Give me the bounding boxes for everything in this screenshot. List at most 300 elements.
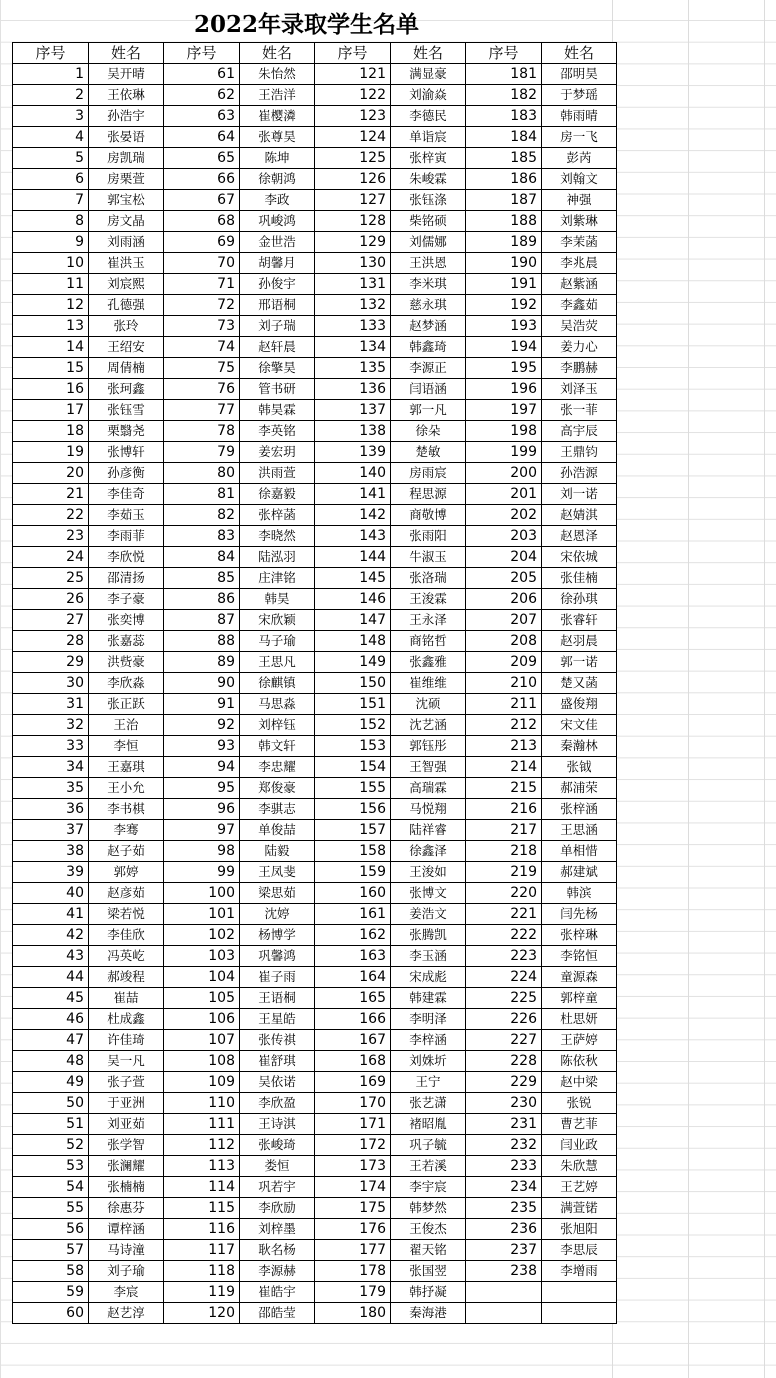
serial-number-cell[interactable]: 201 — [466, 484, 542, 505]
student-name-cell[interactable]: 李英铭 — [240, 421, 315, 442]
student-name-cell[interactable]: 闫先杨 — [542, 904, 617, 925]
serial-number-cell[interactable]: 235 — [466, 1198, 542, 1219]
serial-number-cell[interactable]: 95 — [164, 778, 240, 799]
student-name-cell[interactable]: 崔维维 — [391, 673, 466, 694]
student-name-cell[interactable]: 王永泽 — [391, 610, 466, 631]
student-name-cell[interactable]: 王星皓 — [240, 1009, 315, 1030]
serial-number-cell[interactable]: 157 — [315, 820, 391, 841]
serial-number-cell[interactable]: 142 — [315, 505, 391, 526]
student-name-cell[interactable]: 李佳奇 — [89, 484, 164, 505]
student-name-cell[interactable]: 李宇宸 — [391, 1177, 466, 1198]
student-name-cell[interactable]: 李源赫 — [240, 1261, 315, 1282]
serial-number-cell[interactable]: 68 — [164, 211, 240, 232]
student-name-cell[interactable]: 郝浦荣 — [542, 778, 617, 799]
student-name-cell[interactable]: 刘亚茹 — [89, 1114, 164, 1135]
student-name-cell[interactable]: 张玲 — [89, 316, 164, 337]
serial-number-cell[interactable]: 160 — [315, 883, 391, 904]
student-name-cell[interactable]: 崔舒琪 — [240, 1051, 315, 1072]
student-name-cell[interactable]: 张睿轩 — [542, 610, 617, 631]
student-name-cell[interactable]: 吴开晴 — [89, 64, 164, 85]
serial-number-cell[interactable]: 161 — [315, 904, 391, 925]
student-name-cell[interactable]: 管书研 — [240, 379, 315, 400]
student-name-cell[interactable]: 郭宝松 — [89, 190, 164, 211]
serial-number-cell[interactable]: 27 — [13, 610, 89, 631]
serial-number-cell[interactable]: 221 — [466, 904, 542, 925]
student-name-cell[interactable]: 张奕博 — [89, 610, 164, 631]
serial-number-cell[interactable]: 53 — [13, 1156, 89, 1177]
student-name-cell[interactable]: 王依琳 — [89, 85, 164, 106]
serial-number-cell[interactable]: 127 — [315, 190, 391, 211]
student-name-cell[interactable]: 徐朵 — [391, 421, 466, 442]
student-name-cell[interactable]: 徐嘉毅 — [240, 484, 315, 505]
student-name-cell[interactable]: 杨博学 — [240, 925, 315, 946]
student-name-cell[interactable]: 房雨宸 — [391, 463, 466, 484]
serial-number-cell[interactable]: 10 — [13, 253, 89, 274]
serial-number-cell[interactable]: 38 — [13, 841, 89, 862]
student-name-cell[interactable]: 杜成鑫 — [89, 1009, 164, 1030]
student-name-cell[interactable]: 李恒 — [89, 736, 164, 757]
serial-number-cell[interactable]: 206 — [466, 589, 542, 610]
student-name-cell[interactable]: 张尊昊 — [240, 127, 315, 148]
student-name-cell[interactable]: 韩昊 — [240, 589, 315, 610]
serial-number-cell[interactable]: 16 — [13, 379, 89, 400]
serial-number-cell[interactable]: 79 — [164, 442, 240, 463]
student-name-cell[interactable]: 童源森 — [542, 967, 617, 988]
serial-number-cell[interactable]: 232 — [466, 1135, 542, 1156]
serial-number-cell[interactable]: 151 — [315, 694, 391, 715]
student-name-cell[interactable]: 梁思茹 — [240, 883, 315, 904]
student-name-cell[interactable]: 张楠楠 — [89, 1177, 164, 1198]
serial-number-cell[interactable]: 70 — [164, 253, 240, 274]
student-name-cell[interactable]: 刘子瑜 — [89, 1261, 164, 1282]
serial-number-cell[interactable]: 74 — [164, 337, 240, 358]
student-name-cell[interactable]: 李鑫茹 — [542, 295, 617, 316]
serial-number-cell[interactable]: 177 — [315, 1240, 391, 1261]
serial-number-cell[interactable]: 191 — [466, 274, 542, 295]
serial-number-cell[interactable]: 103 — [164, 946, 240, 967]
student-name-cell[interactable]: 秦海港 — [391, 1303, 466, 1324]
serial-number-cell[interactable]: 56 — [13, 1219, 89, 1240]
student-name-cell[interactable]: 王宁 — [391, 1072, 466, 1093]
student-name-cell[interactable]: 房栗萱 — [89, 169, 164, 190]
serial-number-cell[interactable]: 111 — [164, 1114, 240, 1135]
student-name-cell[interactable]: 单俊喆 — [240, 820, 315, 841]
student-name-cell[interactable]: 周倩楠 — [89, 358, 164, 379]
student-name-cell[interactable]: 巩峻鸿 — [240, 211, 315, 232]
serial-number-cell[interactable]: 143 — [315, 526, 391, 547]
serial-number-cell[interactable]: 81 — [164, 484, 240, 505]
serial-number-cell[interactable]: 141 — [315, 484, 391, 505]
student-name-cell[interactable]: 娄恒 — [240, 1156, 315, 1177]
serial-number-cell[interactable]: 182 — [466, 85, 542, 106]
student-name-cell[interactable]: 张学智 — [89, 1135, 164, 1156]
serial-number-cell[interactable]: 92 — [164, 715, 240, 736]
serial-number-cell[interactable]: 98 — [164, 841, 240, 862]
student-name-cell[interactable]: 马思淼 — [240, 694, 315, 715]
serial-number-cell[interactable]: 144 — [315, 547, 391, 568]
student-name-cell[interactable]: 于梦瑶 — [542, 85, 617, 106]
student-name-cell[interactable]: 韩建霖 — [391, 988, 466, 1009]
serial-number-cell[interactable]: 218 — [466, 841, 542, 862]
serial-number-cell[interactable]: 222 — [466, 925, 542, 946]
serial-number-cell[interactable]: 200 — [466, 463, 542, 484]
serial-number-cell[interactable]: 6 — [13, 169, 89, 190]
serial-number-cell[interactable]: 73 — [164, 316, 240, 337]
serial-number-cell[interactable]: 156 — [315, 799, 391, 820]
student-name-cell[interactable]: 郭一诺 — [542, 652, 617, 673]
student-name-cell[interactable]: 姜浩文 — [391, 904, 466, 925]
serial-number-cell[interactable]: 9 — [13, 232, 89, 253]
serial-number-cell[interactable]: 179 — [315, 1282, 391, 1303]
student-name-cell[interactable]: 洪赀豪 — [89, 652, 164, 673]
student-name-cell[interactable]: 神强 — [542, 190, 617, 211]
serial-number-cell[interactable]: 230 — [466, 1093, 542, 1114]
student-name-cell[interactable]: 李源正 — [391, 358, 466, 379]
serial-number-cell[interactable]: 129 — [315, 232, 391, 253]
student-name-cell[interactable]: 马悦翔 — [391, 799, 466, 820]
serial-number-cell[interactable]: 1 — [13, 64, 89, 85]
serial-number-cell[interactable]: 76 — [164, 379, 240, 400]
student-name-cell[interactable]: 庄津铭 — [240, 568, 315, 589]
student-name-cell[interactable]: 李书棋 — [89, 799, 164, 820]
serial-number-cell[interactable]: 39 — [13, 862, 89, 883]
student-name-cell[interactable]: 赵羽晨 — [542, 631, 617, 652]
student-name-cell[interactable]: 王诗淇 — [240, 1114, 315, 1135]
student-name-cell[interactable]: 崔喆 — [89, 988, 164, 1009]
serial-number-cell[interactable]: 125 — [315, 148, 391, 169]
student-name-cell[interactable]: 商敬博 — [391, 505, 466, 526]
serial-number-cell[interactable]: 209 — [466, 652, 542, 673]
student-name-cell[interactable]: 韩文轩 — [240, 736, 315, 757]
student-name-cell[interactable]: 冯英屹 — [89, 946, 164, 967]
empty-cell[interactable] — [542, 1282, 617, 1303]
student-name-cell[interactable]: 张正跃 — [89, 694, 164, 715]
serial-number-cell[interactable]: 192 — [466, 295, 542, 316]
serial-number-cell[interactable]: 117 — [164, 1240, 240, 1261]
student-name-cell[interactable]: 单诣宸 — [391, 127, 466, 148]
student-name-cell[interactable]: 张博文 — [391, 883, 466, 904]
student-name-cell[interactable]: 马诗潼 — [89, 1240, 164, 1261]
student-name-cell[interactable]: 张锐 — [542, 1093, 617, 1114]
serial-number-cell[interactable]: 128 — [315, 211, 391, 232]
student-name-cell[interactable]: 邢语桐 — [240, 295, 315, 316]
student-name-cell[interactable]: 李政 — [240, 190, 315, 211]
serial-number-cell[interactable]: 225 — [466, 988, 542, 1009]
serial-number-cell[interactable]: 49 — [13, 1072, 89, 1093]
serial-number-cell[interactable]: 153 — [315, 736, 391, 757]
student-name-cell[interactable]: 房文晶 — [89, 211, 164, 232]
serial-number-cell[interactable]: 86 — [164, 589, 240, 610]
student-name-cell[interactable]: 邵明昊 — [542, 64, 617, 85]
student-name-cell[interactable]: 陆毅 — [240, 841, 315, 862]
student-name-cell[interactable]: 王思凡 — [240, 652, 315, 673]
serial-number-cell[interactable]: 77 — [164, 400, 240, 421]
student-name-cell[interactable]: 谭梓涵 — [89, 1219, 164, 1240]
serial-number-cell[interactable]: 165 — [315, 988, 391, 1009]
serial-number-cell[interactable]: 110 — [164, 1093, 240, 1114]
serial-number-cell[interactable]: 85 — [164, 568, 240, 589]
student-name-cell[interactable]: 宋成彪 — [391, 967, 466, 988]
student-name-cell[interactable]: 张雨阳 — [391, 526, 466, 547]
student-name-cell[interactable]: 洪雨萱 — [240, 463, 315, 484]
serial-number-cell[interactable]: 164 — [315, 967, 391, 988]
student-name-cell[interactable]: 李鹏赫 — [542, 358, 617, 379]
serial-number-cell[interactable]: 202 — [466, 505, 542, 526]
student-name-cell[interactable]: 张澜耀 — [89, 1156, 164, 1177]
serial-number-cell[interactable]: 108 — [164, 1051, 240, 1072]
student-name-cell[interactable]: 张嘉蕊 — [89, 631, 164, 652]
student-name-cell[interactable]: 刘梓钰 — [240, 715, 315, 736]
student-name-cell[interactable]: 徐朝鸿 — [240, 169, 315, 190]
student-name-cell[interactable]: 李德民 — [391, 106, 466, 127]
serial-number-cell[interactable]: 65 — [164, 148, 240, 169]
student-name-cell[interactable]: 满显豪 — [391, 64, 466, 85]
serial-number-cell[interactable]: 4 — [13, 127, 89, 148]
serial-number-cell[interactable]: 234 — [466, 1177, 542, 1198]
serial-number-cell[interactable]: 107 — [164, 1030, 240, 1051]
student-name-cell[interactable]: 崔洪玉 — [89, 253, 164, 274]
student-name-cell[interactable]: 崔皓宇 — [240, 1282, 315, 1303]
serial-number-cell[interactable]: 50 — [13, 1093, 89, 1114]
student-name-cell[interactable]: 柴铭硕 — [391, 211, 466, 232]
student-name-cell[interactable]: 李佳欣 — [89, 925, 164, 946]
student-name-cell[interactable]: 王浚如 — [391, 862, 466, 883]
student-name-cell[interactable]: 韩鑫琦 — [391, 337, 466, 358]
student-name-cell[interactable]: 张国翌 — [391, 1261, 466, 1282]
student-name-cell[interactable]: 沈硕 — [391, 694, 466, 715]
student-name-cell[interactable]: 王小允 — [89, 778, 164, 799]
serial-number-cell[interactable]: 158 — [315, 841, 391, 862]
student-name-cell[interactable]: 彭芮 — [542, 148, 617, 169]
serial-number-cell[interactable]: 130 — [315, 253, 391, 274]
student-name-cell[interactable]: 赵紫涵 — [542, 274, 617, 295]
serial-number-cell[interactable]: 174 — [315, 1177, 391, 1198]
student-name-cell[interactable]: 朱怡然 — [240, 64, 315, 85]
empty-cell[interactable] — [466, 1282, 542, 1303]
student-name-cell[interactable]: 李茹玉 — [89, 505, 164, 526]
student-name-cell[interactable]: 牛淑玉 — [391, 547, 466, 568]
serial-number-cell[interactable]: 180 — [315, 1303, 391, 1324]
student-name-cell[interactable]: 赵轩晨 — [240, 337, 315, 358]
student-name-cell[interactable]: 李米琪 — [391, 274, 466, 295]
student-name-cell[interactable]: 郭梓童 — [542, 988, 617, 1009]
serial-number-cell[interactable]: 82 — [164, 505, 240, 526]
student-name-cell[interactable]: 李增雨 — [542, 1261, 617, 1282]
student-name-cell[interactable]: 巩若宇 — [240, 1177, 315, 1198]
student-name-cell[interactable]: 吴依诺 — [240, 1072, 315, 1093]
serial-number-cell[interactable]: 22 — [13, 505, 89, 526]
student-name-cell[interactable]: 姜力心 — [542, 337, 617, 358]
student-name-cell[interactable]: 张晏语 — [89, 127, 164, 148]
serial-number-cell[interactable]: 48 — [13, 1051, 89, 1072]
serial-number-cell[interactable]: 84 — [164, 547, 240, 568]
student-name-cell[interactable]: 楚又菡 — [542, 673, 617, 694]
serial-number-cell[interactable]: 169 — [315, 1072, 391, 1093]
serial-number-cell[interactable]: 195 — [466, 358, 542, 379]
serial-number-cell[interactable]: 133 — [315, 316, 391, 337]
student-name-cell[interactable]: 李子豪 — [89, 589, 164, 610]
serial-number-cell[interactable]: 119 — [164, 1282, 240, 1303]
serial-number-cell[interactable]: 166 — [315, 1009, 391, 1030]
serial-number-cell[interactable]: 43 — [13, 946, 89, 967]
student-name-cell[interactable]: 王洪恩 — [391, 253, 466, 274]
student-name-cell[interactable]: 陆泓羽 — [240, 547, 315, 568]
serial-number-cell[interactable]: 175 — [315, 1198, 391, 1219]
student-name-cell[interactable]: 邵清扬 — [89, 568, 164, 589]
serial-number-cell[interactable]: 71 — [164, 274, 240, 295]
serial-number-cell[interactable]: 109 — [164, 1072, 240, 1093]
student-name-cell[interactable]: 胡馨月 — [240, 253, 315, 274]
serial-number-cell[interactable]: 45 — [13, 988, 89, 1009]
serial-number-cell[interactable]: 46 — [13, 1009, 89, 1030]
serial-number-cell[interactable]: 121 — [315, 64, 391, 85]
student-name-cell[interactable]: 赵中梁 — [542, 1072, 617, 1093]
serial-number-cell[interactable]: 147 — [315, 610, 391, 631]
serial-number-cell[interactable]: 196 — [466, 379, 542, 400]
student-name-cell[interactable]: 刘姝圻 — [391, 1051, 466, 1072]
student-name-cell[interactable]: 赵艺淳 — [89, 1303, 164, 1324]
student-name-cell[interactable]: 赵梦涵 — [391, 316, 466, 337]
serial-number-cell[interactable]: 145 — [315, 568, 391, 589]
serial-number-cell[interactable]: 193 — [466, 316, 542, 337]
student-name-cell[interactable]: 房凯瑞 — [89, 148, 164, 169]
empty-cell[interactable] — [466, 1303, 542, 1324]
serial-number-cell[interactable]: 122 — [315, 85, 391, 106]
serial-number-cell[interactable]: 216 — [466, 799, 542, 820]
student-name-cell[interactable]: 孙俊宇 — [240, 274, 315, 295]
student-name-cell[interactable]: 王萨婷 — [542, 1030, 617, 1051]
student-name-cell[interactable]: 王绍安 — [89, 337, 164, 358]
serial-number-cell[interactable]: 58 — [13, 1261, 89, 1282]
serial-number-cell[interactable]: 83 — [164, 526, 240, 547]
student-name-cell[interactable]: 张梓寅 — [391, 148, 466, 169]
serial-number-cell[interactable]: 25 — [13, 568, 89, 589]
serial-number-cell[interactable]: 91 — [164, 694, 240, 715]
serial-number-cell[interactable]: 52 — [13, 1135, 89, 1156]
student-name-cell[interactable]: 李兆晨 — [542, 253, 617, 274]
serial-number-cell[interactable]: 199 — [466, 442, 542, 463]
student-name-cell[interactable]: 徐惠芬 — [89, 1198, 164, 1219]
serial-number-cell[interactable]: 134 — [315, 337, 391, 358]
serial-number-cell[interactable]: 104 — [164, 967, 240, 988]
serial-number-cell[interactable]: 29 — [13, 652, 89, 673]
student-name-cell[interactable]: 郭钰彤 — [391, 736, 466, 757]
student-name-cell[interactable]: 张一菲 — [542, 400, 617, 421]
student-name-cell[interactable]: 李晓然 — [240, 526, 315, 547]
student-name-cell[interactable]: 于亚洲 — [89, 1093, 164, 1114]
student-name-cell[interactable]: 刘梓墨 — [240, 1219, 315, 1240]
serial-number-cell[interactable]: 171 — [315, 1114, 391, 1135]
serial-number-cell[interactable]: 118 — [164, 1261, 240, 1282]
serial-number-cell[interactable]: 211 — [466, 694, 542, 715]
serial-number-cell[interactable]: 20 — [13, 463, 89, 484]
student-name-cell[interactable]: 巩馨鸿 — [240, 946, 315, 967]
serial-number-cell[interactable]: 132 — [315, 295, 391, 316]
serial-number-cell[interactable]: 106 — [164, 1009, 240, 1030]
serial-number-cell[interactable]: 135 — [315, 358, 391, 379]
student-name-cell[interactable]: 张钺 — [542, 757, 617, 778]
student-name-cell[interactable]: 孔德强 — [89, 295, 164, 316]
student-name-cell[interactable]: 李玉涵 — [391, 946, 466, 967]
student-name-cell[interactable]: 李铭恒 — [542, 946, 617, 967]
student-name-cell[interactable]: 李忠耀 — [240, 757, 315, 778]
student-name-cell[interactable]: 赵彦茹 — [89, 883, 164, 904]
serial-number-cell[interactable]: 59 — [13, 1282, 89, 1303]
serial-number-cell[interactable]: 100 — [164, 883, 240, 904]
student-name-cell[interactable]: 王艺婷 — [542, 1177, 617, 1198]
student-name-cell[interactable]: 刘雨涵 — [89, 232, 164, 253]
student-name-cell[interactable]: 崔子雨 — [240, 967, 315, 988]
student-name-cell[interactable]: 赵子茹 — [89, 841, 164, 862]
serial-number-cell[interactable]: 172 — [315, 1135, 391, 1156]
serial-number-cell[interactable]: 113 — [164, 1156, 240, 1177]
student-name-cell[interactable]: 张腾凯 — [391, 925, 466, 946]
student-name-cell[interactable]: 赵婧淇 — [542, 505, 617, 526]
serial-number-cell[interactable]: 162 — [315, 925, 391, 946]
serial-number-cell[interactable]: 214 — [466, 757, 542, 778]
student-name-cell[interactable]: 耿名杨 — [240, 1240, 315, 1261]
header-cell[interactable]: 姓名 — [391, 43, 466, 64]
serial-number-cell[interactable]: 167 — [315, 1030, 391, 1051]
serial-number-cell[interactable]: 87 — [164, 610, 240, 631]
student-name-cell[interactable]: 王智强 — [391, 757, 466, 778]
serial-number-cell[interactable]: 15 — [13, 358, 89, 379]
serial-number-cell[interactable]: 35 — [13, 778, 89, 799]
student-name-cell[interactable]: 韩雨晴 — [542, 106, 617, 127]
serial-number-cell[interactable]: 23 — [13, 526, 89, 547]
serial-number-cell[interactable]: 184 — [466, 127, 542, 148]
serial-number-cell[interactable]: 149 — [315, 652, 391, 673]
serial-number-cell[interactable]: 114 — [164, 1177, 240, 1198]
student-name-cell[interactable]: 王鼎钧 — [542, 442, 617, 463]
student-name-cell[interactable]: 吴一凡 — [89, 1051, 164, 1072]
student-name-cell[interactable]: 单相惜 — [542, 841, 617, 862]
student-name-cell[interactable]: 邵皓莹 — [240, 1303, 315, 1324]
serial-number-cell[interactable]: 64 — [164, 127, 240, 148]
serial-number-cell[interactable]: 178 — [315, 1261, 391, 1282]
student-name-cell[interactable]: 李骐志 — [240, 799, 315, 820]
student-name-cell[interactable]: 宋依城 — [542, 547, 617, 568]
student-name-cell[interactable]: 李骞 — [89, 820, 164, 841]
student-name-cell[interactable]: 姜宏玥 — [240, 442, 315, 463]
student-name-cell[interactable]: 张峻琦 — [240, 1135, 315, 1156]
student-name-cell[interactable]: 朱欣慧 — [542, 1156, 617, 1177]
student-name-cell[interactable]: 李欣悦 — [89, 547, 164, 568]
student-name-cell[interactable]: 李宸 — [89, 1282, 164, 1303]
student-name-cell[interactable]: 盛俊翔 — [542, 694, 617, 715]
header-cell[interactable]: 序号 — [466, 43, 542, 64]
serial-number-cell[interactable]: 97 — [164, 820, 240, 841]
student-name-cell[interactable]: 褚昭胤 — [391, 1114, 466, 1135]
serial-number-cell[interactable]: 54 — [13, 1177, 89, 1198]
student-name-cell[interactable]: 刘宸熙 — [89, 274, 164, 295]
empty-cell[interactable] — [542, 1303, 617, 1324]
student-name-cell[interactable]: 王浩洋 — [240, 85, 315, 106]
serial-number-cell[interactable]: 62 — [164, 85, 240, 106]
student-name-cell[interactable]: 张钰涤 — [391, 190, 466, 211]
student-name-cell[interactable]: 王嘉琪 — [89, 757, 164, 778]
serial-number-cell[interactable]: 55 — [13, 1198, 89, 1219]
serial-number-cell[interactable]: 44 — [13, 967, 89, 988]
serial-number-cell[interactable]: 47 — [13, 1030, 89, 1051]
header-cell[interactable]: 姓名 — [240, 43, 315, 64]
serial-number-cell[interactable]: 72 — [164, 295, 240, 316]
header-cell[interactable]: 序号 — [164, 43, 240, 64]
serial-number-cell[interactable]: 101 — [164, 904, 240, 925]
serial-number-cell[interactable]: 36 — [13, 799, 89, 820]
student-name-cell[interactable]: 刘紫琳 — [542, 211, 617, 232]
serial-number-cell[interactable]: 208 — [466, 631, 542, 652]
